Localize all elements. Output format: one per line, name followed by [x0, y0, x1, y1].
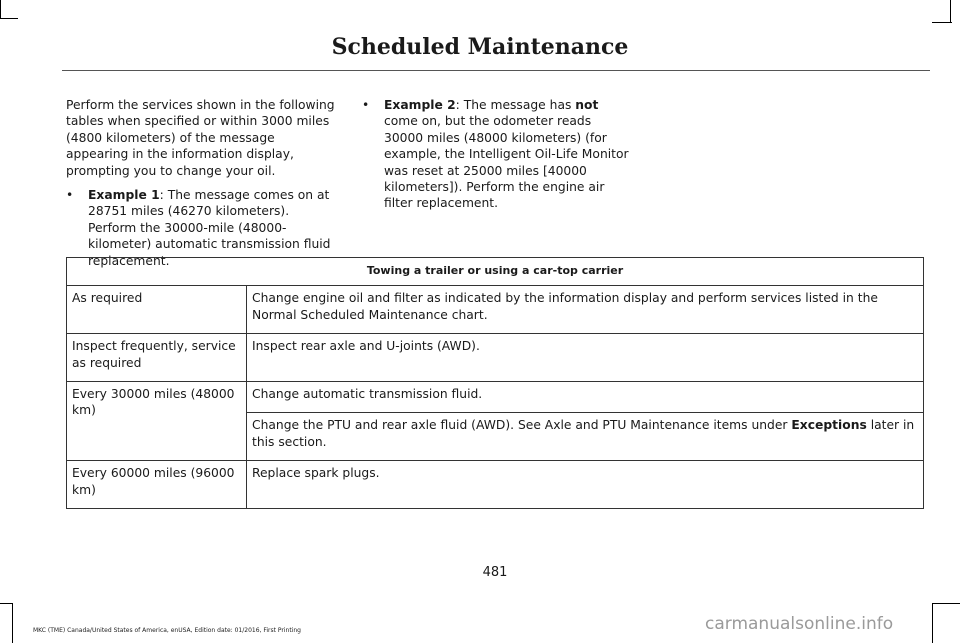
interval-cell: Inspect frequently, service as required	[67, 334, 247, 382]
example-1-text: : The message comes on at 28751 miles (46270 kilometers). Perform the 30000-mile (48000-kilometer) automatic transmission fluid replacement.	[88, 188, 331, 268]
example-2-label: Example 2	[384, 98, 456, 112]
crop-mark	[0, 603, 13, 604]
maintenance-table	[66, 257, 924, 509]
right-column	[362, 97, 634, 212]
crop-mark	[0, 18, 18, 19]
table-row	[67, 382, 924, 413]
exceptions-term: Exceptions	[791, 418, 867, 433]
service-text-b: later in this section.	[252, 418, 915, 449]
bullet-icon: •	[66, 188, 74, 203]
table-header-row	[67, 258, 924, 286]
left-column	[66, 97, 338, 269]
example-2-item	[362, 97, 634, 212]
edition-footer: MKC (TME) Canada/United States of America, enUSA, Edition date: 01/2016, First Printing	[33, 627, 301, 634]
interval-cell: Every 60000 miles (96000 km)	[67, 461, 247, 509]
example-2-text-a: : The message has	[455, 98, 576, 112]
crop-mark	[932, 603, 960, 604]
service-cell: Change engine oil and filter as indicated by the information display and perform services listed in the Normal Scheduled Maintenance chart.	[247, 286, 924, 334]
service-text-a: Change the PTU and rear axle fluid (AWD). See Axle and PTU Maintenance items under	[252, 418, 792, 433]
page-number: 481	[482, 565, 508, 580]
crop-mark	[950, 0, 951, 22]
example-1-label: Example 1	[88, 188, 160, 203]
crop-mark	[0, 0, 1, 18]
service-cell: Inspect rear axle and U-joints (AWD).	[247, 334, 924, 382]
crop-mark	[12, 603, 13, 643]
interval-cell: As required	[67, 286, 247, 334]
table-row	[67, 286, 924, 334]
title-divider	[62, 70, 930, 71]
service-cell: Change automatic transmission fluid.	[247, 382, 924, 413]
watermark: carmanualsonline.info	[705, 614, 894, 634]
table-row	[67, 334, 924, 382]
bullet-icon: •	[362, 98, 370, 112]
table-row	[67, 461, 924, 509]
crop-mark	[932, 22, 952, 23]
page-title: Scheduled Maintenance	[331, 34, 629, 60]
example-2-text-b: come on, but the odometer reads 30000 miles (48000 kilometers) (for example, the Intelligent Oil-Life Monitor was reset at 25000 miles [40000 kilometers]). Perform the engine air filter replacement.	[384, 114, 629, 211]
intro-paragraph: Perform the services shown in the following tables when specified or within 3000 miles (4800 kilometers) of the message appearing in the information display, prompting you to change your oil.	[66, 98, 335, 178]
table-header: Towing a trailer or using a car-top carrier	[67, 258, 924, 286]
service-cell	[247, 413, 924, 461]
service-cell: Replace spark plugs.	[247, 461, 924, 509]
example-2-emphasis: not	[575, 98, 599, 112]
crop-mark	[932, 603, 933, 643]
interval-cell: Every 30000 miles (48000 km)	[67, 382, 247, 461]
